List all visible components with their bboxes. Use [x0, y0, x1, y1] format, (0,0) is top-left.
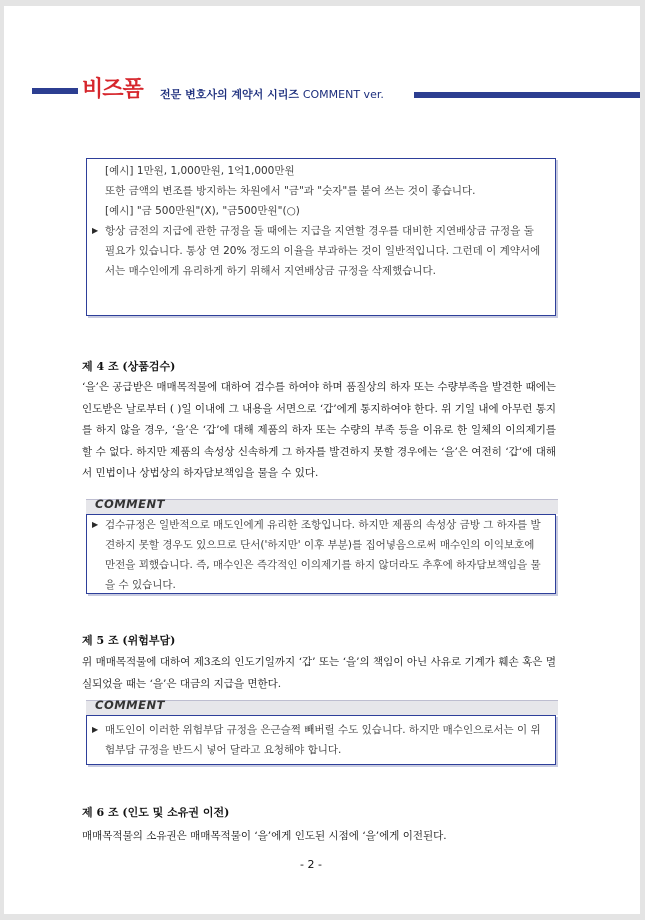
- bullet-text: 검수규정은 일반적으로 매도인에게 유리한 조항입니다. 하지만 제품의 속성상 금방 그 하자를 발견하지 못할 경우도 있으므로 단서('하지만' 이후 부분)를 집어넣음으로써 매수인의 이익보호에 만전을 꾀했습니다. 즉, 매수인은 즉각적인 이의제기를 하지 않더라도 추후에 하자담보책임을 물을 수 있습니다.: [105, 519, 541, 591]
- comment-label: COMMENT: [95, 698, 165, 712]
- page-number: - 2 -: [300, 858, 322, 871]
- comment-label: COMMENT: [95, 497, 165, 511]
- example-line: [예시] 1만원, 1,000만원, 1억1,000만원: [105, 165, 295, 177]
- bullet-triangle-icon: ▶: [92, 520, 99, 529]
- comment-box-inspection: [86, 514, 556, 594]
- bullet-note: [92, 221, 547, 281]
- article-4-body: ‘을’은 공급받은 매매목적물에 대하여 검수를 하여야 하며 품질상의 하자 또는 수량부족을 발견한 때에는 인도받은 날로부터 ( )일 이내에 그 내용을 서면으로 ‘갑’에게 통지하여야 한다. 위 기일 내에 아무런 통지를 하지 않을 경우, ‘을’은 ‘갑’에 대해 제품의 하자 또는 수량의 부족 등을 이유로 한 일체의 이의제기를 할 수 없다. 하지만 제품의 속성상 신속하게 그 하자를 발견하지 못할 경우에는 ‘을’은 여전히 ‘갑’에 대해서 민법이나 상법상의 하자담보책임을 물을 수 있다.: [82, 381, 556, 479]
- comment-box-risk: [86, 715, 556, 765]
- bullet-text: 매도인이 이러한 위험부담 규정을 은근슬쩍 빼버릴 수도 있습니다. 하지만 매수인으로서는 이 위험부담 규정을 반드시 넣어 달라고 요청해야 합니다.: [105, 724, 541, 756]
- comment-box-payment: [86, 158, 556, 316]
- brand-logo: 비즈폼: [82, 77, 143, 102]
- article-6-body: 매매목적물의 소유권은 매매목적물이 ‘을’에게 인도된 시점에 ‘을’에게 이전된다.: [82, 830, 447, 842]
- version-label: COMMENT ver.: [302, 88, 384, 101]
- bullet-triangle-icon: ▶: [92, 725, 99, 734]
- series-title: 전문 변호사의 계약서 시리즈: [160, 88, 299, 101]
- series-subtitle: [160, 88, 384, 102]
- bullet-note: [92, 720, 547, 760]
- article-5-title: 제 5 조 (위험부담): [82, 634, 176, 647]
- article-6-title: 제 6 조 (인도 및 소유권 이전): [82, 806, 230, 819]
- note-line: 또한 금액의 변조를 방지하는 차원에서 "금"과 "숫자"를 붙여 쓰는 것이 좋습니다.: [105, 185, 476, 197]
- bullet-text: 항상 금전의 지급에 관한 규정을 둘 때에는 지급을 지연할 경우를 대비한 지연배상금 규정을 둘 필요가 있습니다. 통상 연 20% 정도의 이율을 부과하는 것이 일반적입니다. 그런데 이 계약서에서는 매수인에게 유리하게 하기 위해서 지연배상금 규정을 삭제했습니다.: [105, 225, 541, 277]
- article-4-title: 제 4 조 (상품검수): [82, 360, 176, 373]
- bullet-triangle-icon: ▶: [92, 226, 99, 235]
- article-5-body: 위 매매목적물에 대하여 제3조의 인도기일까지 ‘갑’ 또는 ‘을’의 책임이 아닌 사유로 기계가 훼손 혹은 멸실되었을 때는 ‘을’은 대금의 지급을 면한다.: [82, 656, 556, 690]
- header-rule-right: [414, 92, 640, 98]
- example-line: [예시] "금 500만원"(X), "금500만원"(○): [105, 205, 300, 217]
- bullet-note: [92, 515, 547, 595]
- page-header: [0, 0, 645, 110]
- header-rule-left: [32, 88, 78, 94]
